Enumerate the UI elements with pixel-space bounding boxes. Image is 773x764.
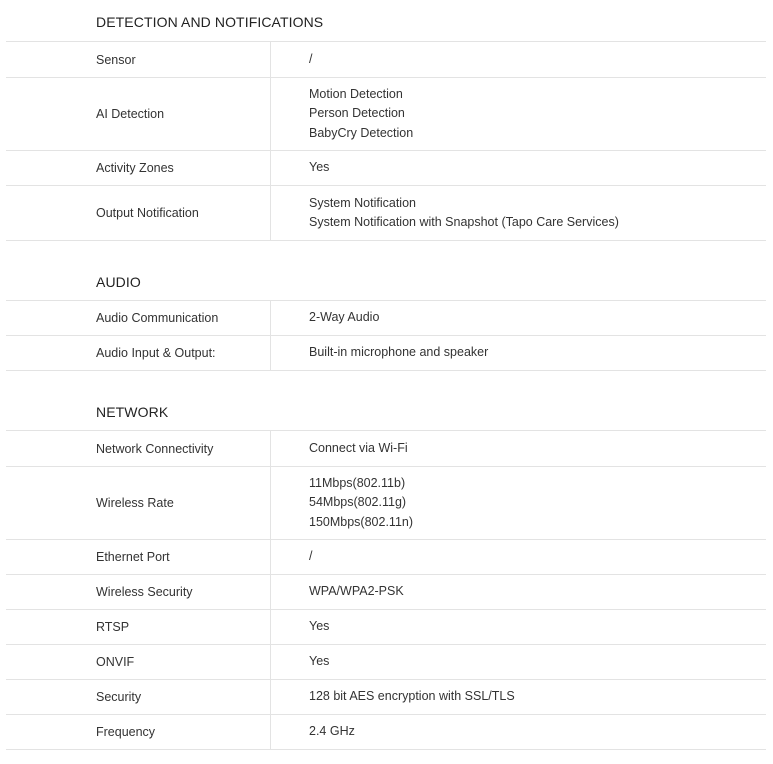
spec-label: Frequency xyxy=(6,715,271,749)
spec-value-line: 2.4 GHz xyxy=(309,724,355,739)
spec-row-sensor xyxy=(6,42,766,78)
spec-value xyxy=(271,680,766,714)
spec-row-wireless-rate xyxy=(6,467,766,540)
spec-row-frequency xyxy=(6,715,766,750)
spec-label: Sensor xyxy=(6,42,271,77)
spec-row-activity-zones xyxy=(6,151,766,186)
spec-value-line: BabyCry Detection xyxy=(309,125,414,140)
spec-row-output-notification xyxy=(6,186,766,241)
spec-table xyxy=(6,41,766,241)
spec-label: Activity Zones xyxy=(6,151,271,185)
spec-label: Ethernet Port xyxy=(6,540,271,574)
spec-value-line: / xyxy=(309,51,313,66)
spec-value xyxy=(271,575,766,609)
spec-row-ai-detection xyxy=(6,78,766,151)
spec-row-network-connectivity xyxy=(6,431,766,467)
section-audio xyxy=(0,241,773,371)
spec-value-line: System Notification xyxy=(309,195,416,210)
spec-value xyxy=(271,645,766,679)
spec-value-line: 150Mbps(802.11n) xyxy=(309,514,414,529)
spec-label: Audio Communication xyxy=(6,301,271,335)
spec-row-rtsp xyxy=(6,610,766,645)
spec-row-security xyxy=(6,680,766,715)
spec-label: RTSP xyxy=(6,610,271,644)
spec-label: ONVIF xyxy=(6,645,271,679)
spec-label: Wireless Rate xyxy=(6,467,271,539)
spec-value-line: System Notification with Snapshot (Tapo Care Services) xyxy=(309,215,619,229)
spec-value-line: 2-Way Audio xyxy=(309,310,380,325)
section-network xyxy=(0,371,773,750)
spec-value-line: Connect via Wi-Fi xyxy=(309,440,408,455)
spec-table xyxy=(6,300,766,371)
spec-value xyxy=(271,42,766,77)
spec-label: Security xyxy=(6,680,271,714)
spec-value xyxy=(271,336,766,370)
spec-value xyxy=(271,186,766,240)
spec-value xyxy=(271,431,766,466)
spec-value xyxy=(271,715,766,749)
spec-value-line: Built-in microphone and speaker xyxy=(309,345,489,360)
section-detection-notifications xyxy=(0,0,773,241)
spec-label: Audio Input & Output: xyxy=(6,336,271,370)
spec-value xyxy=(271,610,766,644)
spec-value-line: Yes xyxy=(309,654,330,669)
section-title: NETWORK xyxy=(96,404,169,420)
spec-row-audio-communication xyxy=(6,301,766,336)
spec-value xyxy=(271,540,766,574)
spec-row-audio-input-output xyxy=(6,336,766,371)
spec-row-onvif xyxy=(6,645,766,680)
spec-value-line: Motion Detection xyxy=(309,86,403,101)
section-title: AUDIO xyxy=(96,274,141,290)
spec-label: Output Notification xyxy=(6,186,271,240)
section-title: DETECTION AND NOTIFICATIONS xyxy=(96,14,324,30)
spec-value-line: WPA/WPA2-PSK xyxy=(309,584,404,599)
spec-value xyxy=(271,78,766,150)
spec-value-line: Yes xyxy=(309,160,330,175)
spec-table xyxy=(6,430,766,750)
spec-label: AI Detection xyxy=(6,78,271,150)
spec-value-line: Yes xyxy=(309,619,330,634)
spec-value xyxy=(271,151,766,185)
spec-row-wireless-security xyxy=(6,575,766,610)
spec-value-line: / xyxy=(309,549,313,564)
spec-value xyxy=(271,467,766,539)
spec-value xyxy=(271,301,766,335)
spec-label: Network Connectivity xyxy=(6,431,271,466)
spec-value-line: Person Detection xyxy=(309,106,405,121)
spec-row-ethernet-port xyxy=(6,540,766,575)
spec-value-line: 54Mbps(802.11g) xyxy=(309,495,407,510)
spec-value-line: 11Mbps(802.11b) xyxy=(309,475,406,490)
spec-value-line: 128 bit AES encryption with SSL/TLS xyxy=(309,689,515,704)
spec-label: Wireless Security xyxy=(6,575,271,609)
